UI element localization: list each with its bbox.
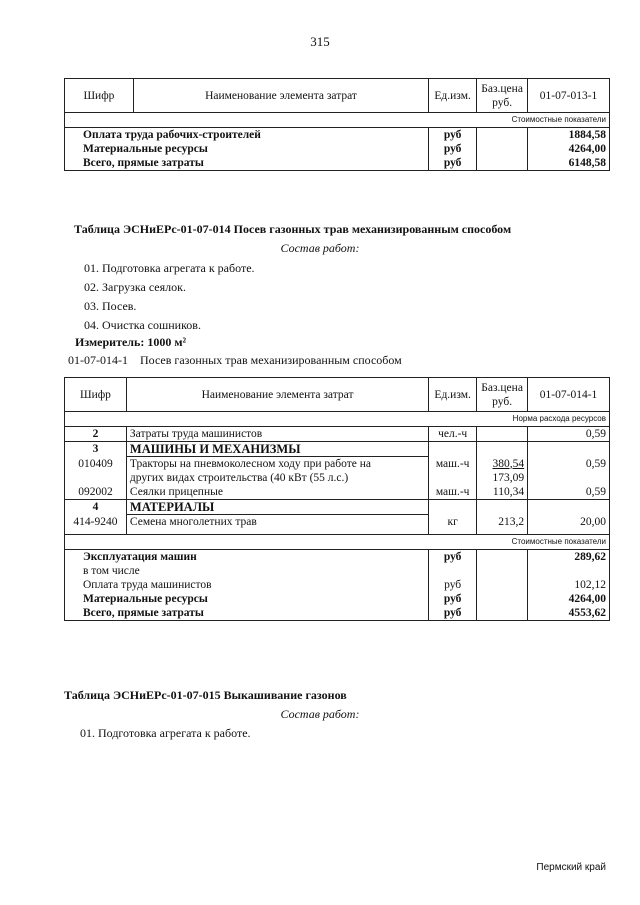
item-title: 01-07-014-1 Посев газонных трав механизированным способом [68,353,402,367]
row-value: 289,62 [528,550,610,565]
work-step: 03. Посев. [84,299,137,313]
row-value: 20,00 [528,515,610,535]
row-code: 4 [65,500,127,515]
table-row [65,606,610,621]
row-unit: руб [429,606,477,621]
row-unit: маш.-ч [429,485,477,500]
work-step: 04. Очистка сошников. [84,318,201,332]
header-unit: Ед.изм. [429,79,477,113]
table-row [65,564,610,578]
header-code: Шифр [65,378,127,412]
row-unit: руб [429,550,477,565]
table-row [65,427,610,442]
row-unit: кг [429,515,477,535]
row-name: Оплата труда машинистов [65,578,429,592]
table-row [65,578,610,592]
row-name: Материальные ресурсы [65,592,429,606]
header-name: Наименование элемента затрат [133,79,428,113]
subheader-resources: Норма расхода ресурсов [65,412,610,427]
row-code: 414-9240 [65,515,127,535]
row-name: Материальные ресурсы [65,142,429,156]
row-unit: руб [429,592,477,606]
row-name: МАТЕРИАЛЫ [126,500,428,515]
row-value: 6148,58 [528,156,610,171]
subheader-cost: Стоимостные показатели [65,535,610,550]
work-step: 02. Загрузка сеялок. [84,280,186,294]
table-row [65,485,610,500]
row-name: Семена многолетних трав [126,515,428,535]
table-header-row [65,378,610,412]
row-code: 2 [65,427,127,442]
row-code: 010409 [65,457,127,486]
subheader-cost: Стоимостные показатели [65,113,610,128]
row-value: 0,59 [528,457,610,486]
work-step: 01. Подготовка агрегата к работе. [84,261,255,275]
cost-table-013 [64,78,610,171]
header-rate: 01-07-013-1 [528,79,610,113]
row-code: 092002 [65,485,127,500]
table-row [65,592,610,606]
region-footer: Пермский край [536,862,606,873]
row-value: 0,59 [528,427,610,442]
measure-unit: Измеритель: 1000 м² [75,335,187,349]
row-unit: руб [429,156,477,171]
row-name: Всего, прямые затраты [65,606,429,621]
header-rate: 01-07-014-1 [528,378,610,412]
work-composition-title: Состав работ: [280,241,360,255]
row-unit: руб [429,142,477,156]
row-unit: маш.-ч [429,457,477,486]
header-price: Баз.цена руб. [477,79,528,113]
row-price: 213,2 [477,515,528,535]
table-title-014: Таблица ЭСНиЕРс-01-07-014 Посев газонных трав механизированным способом [74,222,512,236]
table-row [65,142,610,156]
table-row [65,550,610,565]
table-row [65,156,610,171]
row-name: Тракторы на пневмоколесном ходу при работе на других видах строительства (40 кВт (55 л.с.) [126,457,428,486]
header-code: Шифр [65,79,134,113]
row-name: Всего, прямые затраты [65,156,429,171]
row-value: 102,12 [528,578,610,592]
table-header-row [65,79,610,113]
row-name: Оплата труда рабочих-строителей [65,128,429,143]
header-unit: Ед.изм. [429,378,477,412]
header-name: Наименование элемента затрат [126,378,428,412]
row-value: 4264,00 [528,142,610,156]
row-value: 4264,00 [528,592,610,606]
table-row [65,442,610,457]
work-composition-title: Состав работ: [280,707,360,721]
table-row [65,500,610,515]
row-code: 3 [65,442,127,457]
resource-table-014 [64,377,610,621]
row-name: МАШИНЫ И МЕХАНИЗМЫ [126,442,428,457]
row-price: 110,34 [477,485,528,500]
row-value: 4553,62 [528,606,610,621]
row-name: Сеялки прицепные [126,485,428,500]
table-title-015: Таблица ЭСНиЕРс-01-07-015 Выкашивание газонов [64,688,347,702]
row-value: 1884,58 [528,128,610,143]
row-unit: руб [429,578,477,592]
work-step: 01. Подготовка агрегата к работе. [80,726,251,740]
row-price: 380,54 173,09 [477,457,528,486]
table-row [65,128,610,143]
row-name: Затраты труда машинистов [126,427,428,442]
row-name: Эксплуатация машин [65,550,429,565]
table-row [65,515,610,535]
row-unit: чел.-ч [429,427,477,442]
row-unit: руб [429,128,477,143]
row-name: в том числе [65,564,429,578]
row-value: 0,59 [528,485,610,500]
page-number: 315 [310,34,330,49]
table-row [65,457,610,486]
header-price: Баз.цена руб. [477,378,528,412]
